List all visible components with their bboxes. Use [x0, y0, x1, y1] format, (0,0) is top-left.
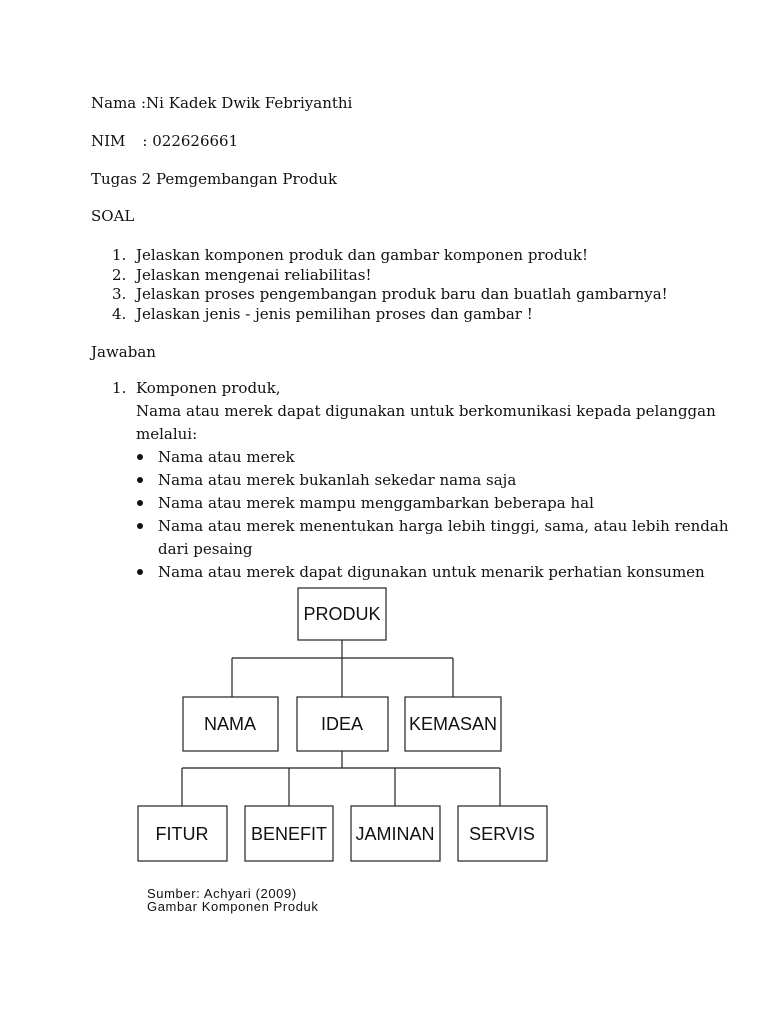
question-text: Jelaskan jenis - jenis pemilihan proses dan gambar ! [136, 305, 533, 323]
node-label: NAMA [203, 714, 257, 734]
node-label: KEMASAN [408, 714, 498, 734]
nim-label: NIM [91, 132, 126, 150]
bullet-item: Nama atau merek bukanlah sekedar nama saja [158, 471, 517, 489]
bullet-item: Nama atau merek [158, 448, 295, 466]
bullet-item: Nama atau merek mampu menggambarkan beberapa hal [158, 494, 594, 512]
question-text: Jelaskan komponen produk dan gambar komponen produk! [136, 246, 589, 264]
diagram-caption: Gambar Komponen Produk [147, 899, 319, 914]
answer-title: Komponen produk, [136, 379, 281, 397]
node-label: BENEFIT [250, 824, 328, 844]
node-label: SERVIS [469, 824, 535, 844]
question-number: 3. [112, 285, 127, 303]
nim-value: : 022626661 [142, 132, 239, 150]
diagram-source: Sumber: Achyari (2009) [147, 886, 297, 901]
node-label: JAMINAN [355, 824, 435, 844]
soal-heading: SOAL [91, 207, 135, 225]
answer-number: 1. [112, 379, 127, 397]
question-number: 1. [112, 246, 127, 264]
question-number: 4. [112, 305, 127, 323]
question-text: Jelaskan mengenai reliabilitas! [136, 266, 372, 284]
answer-intro-cont: melalui: [136, 425, 198, 443]
student-name: Nama :Ni Kadek Dwik Febriyanthi [91, 94, 353, 112]
question-number: 2. [112, 266, 127, 284]
node-label: FITUR [155, 824, 209, 844]
answer-intro: Nama atau merek dapat digunakan untuk berkomunikasi kepada pelanggan [136, 402, 716, 420]
node-label: PRODUK [303, 604, 381, 624]
node-label: IDEA [320, 714, 364, 734]
question-text: Jelaskan proses pengembangan produk baru dan buatlah gambarnya! [136, 285, 668, 303]
assignment-title: Tugas 2 Pemgembangan Produk [91, 170, 338, 188]
bullet-item-cont: dari pesaing [158, 540, 253, 558]
jawaban-heading: Jawaban [91, 343, 156, 361]
bullet-item: Nama atau merek menentukan harga lebih tinggi, sama, atau lebih rendah [158, 517, 729, 535]
bullet-item: Nama atau merek dapat digunakan untuk menarik perhatian konsumen [158, 563, 705, 581]
